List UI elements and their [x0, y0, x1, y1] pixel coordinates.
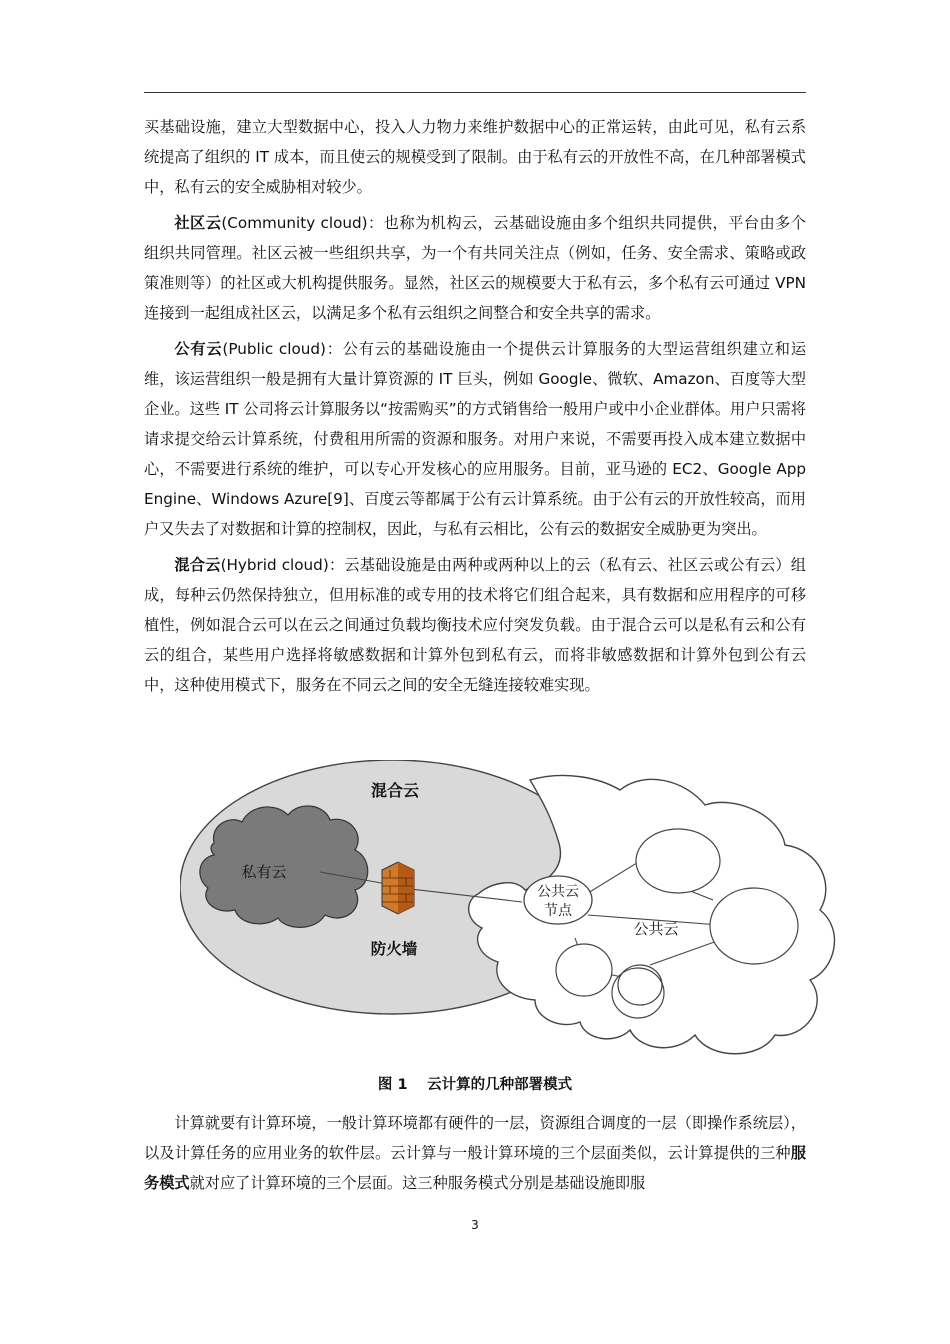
label-public-node-line2: 节点 [544, 903, 572, 919]
firewall-icon [382, 862, 414, 914]
figure-caption: 图 1 云计算的几种部署模式 [377, 1077, 573, 1093]
body-text-bottom [144, 1108, 806, 1198]
deployment-models-figure [180, 760, 840, 1060]
community-cloud-body: (Community cloud)：也称为机构云，云基础设施由多个组织共同提供，平台由多个组织共同管理。社区云被一些组织共享，为一个有共同关注点（例如，任务、安全需求、策略或政策准则等）的社区或大机构提供服务。显然，社区云的规模要大于私有云，多个私有云可通过 VPN 连接到一起组成社区云，以满足多个私有云组织之间整合和安全共享的需求。 [144, 214, 806, 322]
paragraph-community-cloud [144, 208, 806, 328]
service-models-text-b: 就对应了计算环境的三个层面。这三种服务模式分别是基础设施即服 [189, 1174, 646, 1192]
header-rule [144, 92, 806, 93]
term-service-models: 服务模式 [144, 1144, 806, 1192]
body-text-top [144, 112, 806, 700]
public-cloud-body: (Public cloud)：公有云的基础设施由一个提供云计算服务的大型运营组织建立和运维，该运营组织一般是拥有大量计算资源的 IT 巨头，例如 Google、微软、Amazon、百度等大型企业。这些 IT 公司将云计算服务以“按需购买”的方式销售给一般用户或中小企业群体。用户只需将请求提交给云计算系统，付费租用所需的资源和服务。对用户来说，不需要再投入成本建立数据中心，不需要进行系统的维护，可以专心开发核心的应用服务。目前，亚马逊的 EC2、Google App Engine、Windows Azure[9]、百度云等都属于公有云计算系统。由于公有云的开放性较高，而用户又失去了对数据和计算的控制权，因此，与私有云相比，公有云的数据安全威胁更为突出。 [144, 340, 806, 538]
label-private-cloud: 私有云 [241, 863, 287, 881]
label-public-cloud: 公共云 [633, 920, 679, 938]
service-models-text-a: 计算就要有计算环境，一般计算环境都有硬件的一层，资源组合调度的一层（即操作系统层），以及计算任务的应用业务的软件层。云计算与一般计算环境的三个层面类似，云计算提供的三种 [144, 1114, 806, 1162]
paragraph-hybrid-cloud [144, 550, 806, 700]
hybrid-cloud-body: (Hybrid cloud)：云基础设施是由两种或两种以上的云（私有云、社区云或公有云）组成，每种云仍然保持独立，但用标准的或专用的技术将它们组合起来，具有数据和应用程序的可移植性，例如混合云可以在云之间通过负载均衡技术应付突发负载。由于混合云可以是私有云和公有云的组合，某些用户选择将敏感数据和计算外包到私有云，而将非敏感数据和计算外包到公有云中，这种使用模式下，服务在不同云之间的安全无缝连接较难实现。 [144, 556, 806, 694]
label-public-node-line1: 公共云 [537, 884, 579, 900]
page-number: 3 [471, 1218, 479, 1232]
term-hybrid-cloud: 混合云 [174, 556, 221, 574]
paragraph-public-cloud [144, 334, 806, 544]
term-public-cloud: 公有云 [174, 340, 223, 358]
label-firewall: 防火墙 [370, 939, 418, 958]
paragraph-private-cloud-cont: 买基础设施，建立大型数据中心，投入人力物力来维护数据中心的正常运转，由此可见，私有云系统提高了组织的 IT 成本，而且使云的规模受到了限制。由于私有云的开放性不高，在几种部署模式中，私有云的安全威胁相对较少。 [144, 118, 806, 196]
label-hybrid-cloud: 混合云 [370, 781, 420, 800]
term-community-cloud: 社区云 [174, 214, 222, 232]
paragraph-service-models [144, 1108, 806, 1198]
